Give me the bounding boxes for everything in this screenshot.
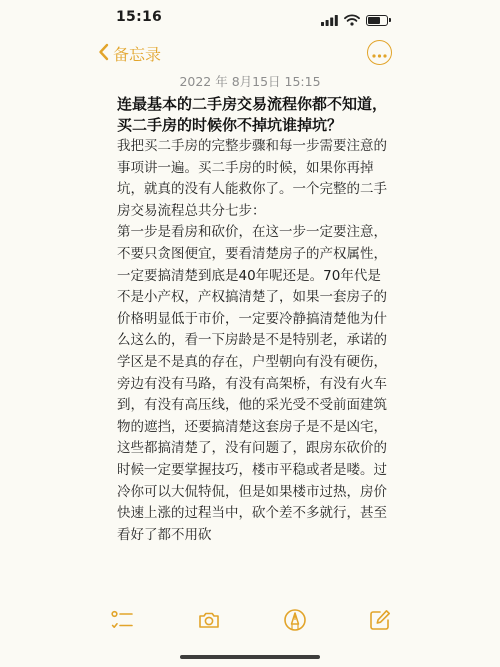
back-button-label: 备忘录 [113,45,162,64]
compose-icon[interactable] [368,608,392,632]
note-date: 2022 年 8月15日 15:15 [179,74,321,89]
bottom-toolbar [0,605,500,639]
note-paragraph: 第一步是看房和砍价，在这一步一定要注意，不要只贪图便宜，要看清楚房子的产权属性，一定要搞清楚到底是40年呢还是。70年代是不是小产权，产权搞清楚了，如果一套房子的价格明显低于市价，一定要冷静搞清楚他为什么这么的，看一下房龄是不是特别老，承诺的学区是不是真的存在，户型朝向有没有硬伤，旁边有没有马路，有没有高架桥，有没有火车到，有没有高压线，他的采光受不受前面建筑物的遮挡，还要搞清楚这套房子是不是凶宅，这些都搞清楚了，没有问题了，跟房东砍价的时候一定要掌握技巧，楼市平稳或者是喽。过冷你可以大侃特侃，但是如果楼市过热，房价快速上涨的过程当中，砍个差不多就行，甚至看好了都不用砍 [117,224,387,543]
markup-pen-icon[interactable] [283,608,307,632]
signal-icon [321,11,338,30]
more-options-button[interactable] [367,40,392,65]
checklist-icon[interactable] [110,608,134,632]
battery-icon [366,15,388,26]
status-bar [0,0,500,36]
nav-bar [0,36,500,76]
note-title: 连最基本的二手房交易流程你都不知道，买二手房的时候你不掉坑谁掉坑？ [117,95,388,134]
note-body[interactable] [117,94,393,599]
battery-level [368,17,380,24]
status-time: 15:16 [116,9,163,25]
ellipsis-icon [372,43,387,62]
chevron-left-icon [98,43,109,65]
home-indicator[interactable] [180,655,320,659]
wifi-icon [344,11,360,30]
note-paragraph: 我把买二手房的完整步骤和每一步需要注意的事项讲一遍。买二手房的时候，如果你再掉坑，就真的没有人能救你了。一个完整的二手房交易流程总共分七步： [117,138,387,219]
camera-icon[interactable] [197,608,221,632]
back-button[interactable] [98,42,161,65]
status-icons [321,11,388,30]
